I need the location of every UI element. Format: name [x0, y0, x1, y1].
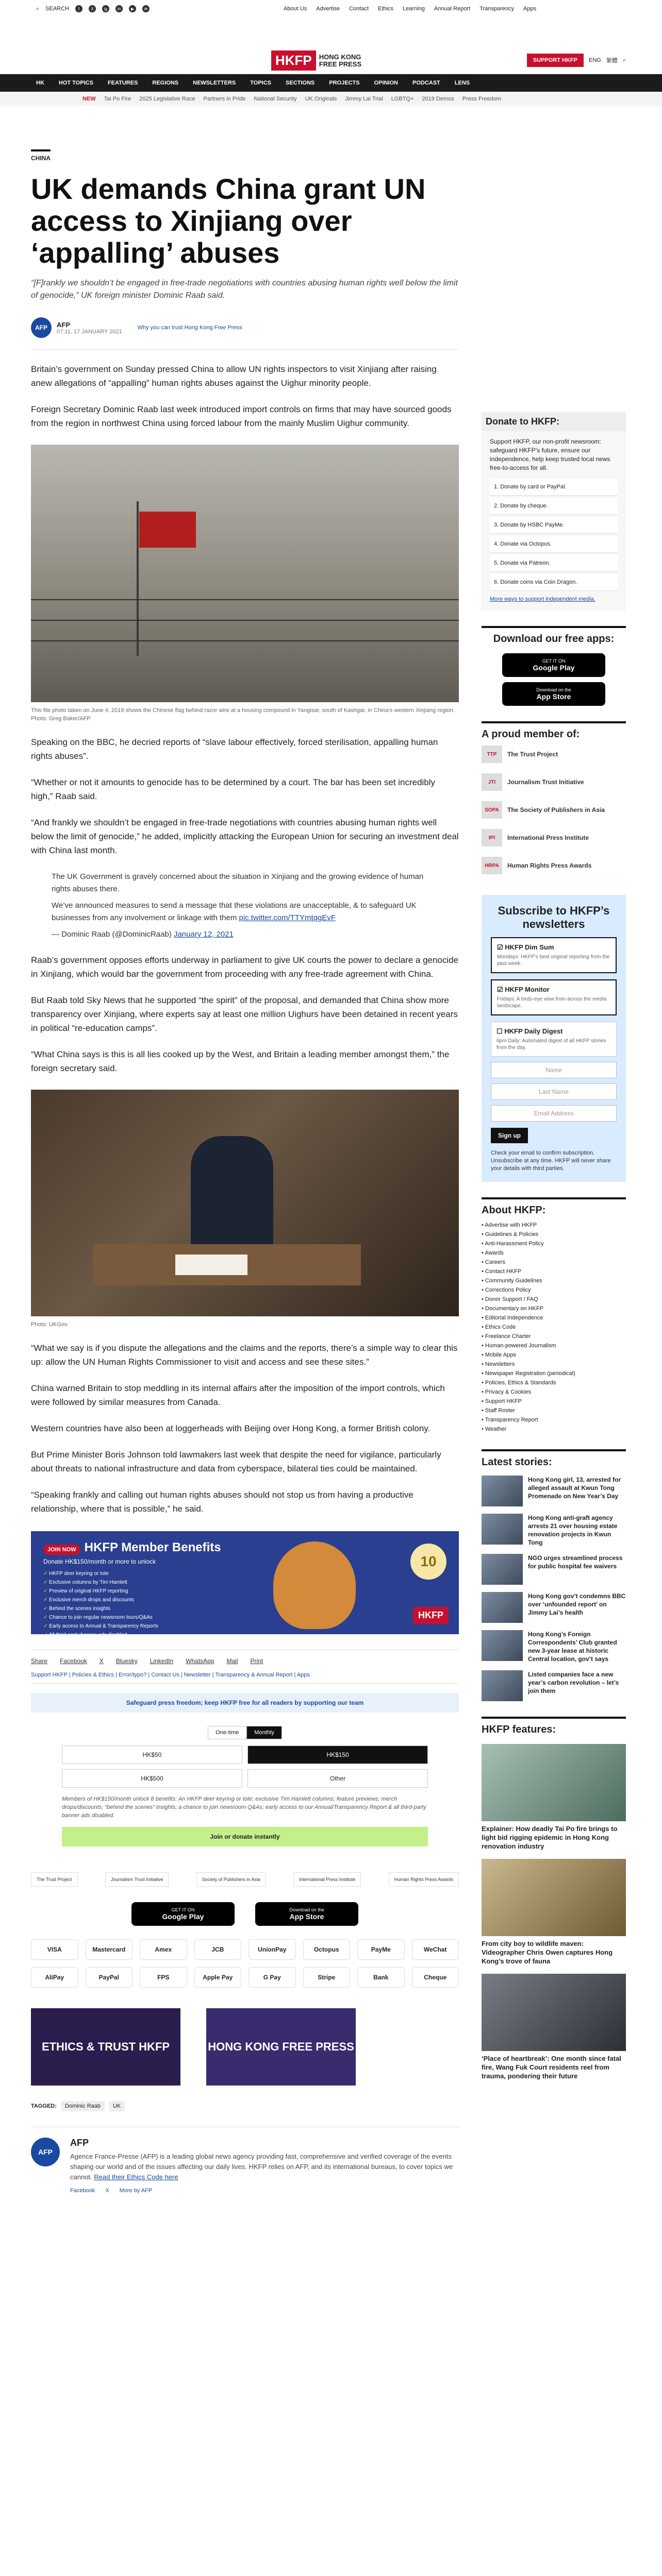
share-x[interactable]: X — [99, 1657, 104, 1665]
signup-button[interactable]: Sign up — [491, 1128, 528, 1143]
top-links — [284, 6, 536, 12]
story-thumbnail — [482, 1592, 523, 1623]
main-nav — [0, 74, 662, 92]
nav-newsletters[interactable]: NEWSLETTERS — [193, 80, 236, 86]
paragraph: But Prime Minister Boris Johnson told lawmakers last week that despite the need for vigilance, particularly about threats to national infrastructure and data from cyberspace, bilateral ties could be maintained. — [31, 1450, 441, 1473]
hkfp-promo[interactable]: HONG KONG FREE PRESS — [206, 2008, 356, 2086]
publish-date: 07:11, 17 JANUARY 2021 — [57, 328, 122, 335]
nav-hot-topics[interactable]: HOT TOPICS — [58, 80, 93, 86]
google-play-badge[interactable]: GET IT ON Google Play — [131, 1902, 235, 1926]
article-footer-links[interactable]: Support HKFP | Policies & Ethics | Error/typo? | Contact Us | Newsletter | Transparency & Annual Report | Apps — [31, 1672, 459, 1684]
perk-item: ✓ Chance to join regular newsroom tours/Q&As — [43, 1613, 446, 1622]
apps-title: Download our free apps: — [493, 633, 615, 645]
newsletter-option-checked[interactable]: ☑ HKFP Dim Sum Mondays: HKFP’s best original reporting from the past week. — [491, 937, 617, 973]
nav-podcast[interactable]: PODCAST — [412, 80, 440, 86]
payment-logo: PayPal — [86, 1967, 133, 1988]
youtube-icon[interactable]: ▶ — [129, 5, 136, 12]
feature-card[interactable]: From city boy to wildlife maven: Videographer Chris Owen captures Hong Kong’s trove of fauna — [482, 1859, 626, 1965]
share-bluesky[interactable]: Bluesky — [115, 1657, 138, 1665]
top-left-group — [36, 5, 284, 12]
embedded-tweet — [31, 871, 459, 941]
nav-opinion[interactable]: OPINION — [374, 80, 398, 86]
razor-wire-graphic — [31, 640, 459, 641]
tweet-date-link[interactable]: January 12, 2021 — [173, 930, 234, 939]
language-chinese[interactable]: 繁體 — [606, 58, 618, 64]
newsletter-signup — [482, 895, 626, 1182]
search-icon[interactable]: ⌕ — [36, 5, 40, 12]
donate-method[interactable]: 4. Donate via Octopus. — [490, 536, 618, 553]
latest-story[interactable]: NGO urges streamlined process for public hospital fee waivers — [482, 1554, 626, 1585]
story-thumbnail — [482, 1554, 523, 1585]
nav-lens[interactable]: LENS — [454, 80, 470, 86]
sidebar-about — [482, 1197, 626, 1434]
author-links — [70, 2188, 459, 2194]
newsletter-title: Subscribe to HKFP’s newsletters — [498, 904, 610, 930]
more-ways-link[interactable]: More ways to support independent media. — [490, 596, 595, 602]
donate-method[interactable]: 6. Donate coins via Coin Dragon. — [490, 574, 618, 591]
ad-brand: HKFP — [413, 1607, 449, 1624]
member-logo[interactable]: Human Rights Press Awards — [389, 1872, 459, 1887]
share-linkedin[interactable]: LinkedIn — [150, 1657, 174, 1665]
instagram-icon[interactable]: ig — [102, 5, 109, 12]
payment-logo: JCB — [194, 1939, 242, 1960]
member-logo[interactable]: Society of Publishers in Asia — [196, 1872, 266, 1887]
author-name[interactable]: AFP — [70, 2138, 89, 2148]
support-button[interactable]: SUPPORT HKFP — [527, 54, 584, 67]
about-link[interactable]: • Advertise with HKFP — [482, 1221, 626, 1230]
paragraph: “What China says is this is all lies cooked up by the West, and Britain a leading member amongst them,” the foreign secretary said. — [31, 1049, 450, 1073]
subnav-item[interactable]: Jimmy Lai Trial — [345, 96, 383, 102]
latest-story[interactable]: Hong Kong girl, 13, arrested for alleged assault at Kwun Tong Promenade on New Year’s Day — [482, 1476, 626, 1506]
byline — [31, 317, 459, 350]
story-thumbnail — [482, 1476, 523, 1506]
author-bio: Agence France-Presse (AFP) is a leading global news agency providing fast, comprehensive and verified coverage of the events shaping our world and of the issues affecting our daily lives. HKFP relies on AFP, and its international bureaus, to cover topics we cannot. Read their Ethics Code here — [70, 2153, 453, 2181]
about-link[interactable]: • Editorial Independence — [482, 1313, 626, 1323]
about-link[interactable]: • Mobile Apps — [482, 1350, 626, 1360]
tag[interactable]: UK — [109, 2101, 125, 2111]
member-benefits-ad[interactable] — [31, 1531, 459, 1638]
member-row[interactable]: HRPA Human Rights Press Awards — [482, 852, 626, 879]
payment-logo: AliPay — [31, 1967, 78, 1988]
flag-graphic — [139, 512, 196, 548]
share-facebook[interactable]: Facebook — [60, 1657, 87, 1665]
perk-item: ✓ Behind the scenes insights — [43, 1604, 446, 1613]
nav-hk[interactable]: HK — [36, 80, 44, 86]
about-link[interactable]: • Newspaper Registration (periodical) — [482, 1369, 626, 1378]
tags-label: TAGGED: — [31, 2103, 57, 2109]
sidebar-members — [482, 721, 626, 879]
photo-caption: Photo: UKGov. — [31, 1321, 69, 1328]
paragraph: Western countries have also been at loggerheads with Beijing over Hong Kong, a former British colony. — [31, 1423, 431, 1433]
payment-logo: FPS — [140, 1967, 187, 1988]
author-box — [31, 2127, 459, 2204]
member-logo-icon: TTP — [482, 745, 502, 763]
member-row[interactable]: IPI International Press Institute — [482, 824, 626, 852]
top-link-apps[interactable]: Apps — [523, 6, 537, 12]
feature-image — [482, 1744, 626, 1821]
about-link[interactable]: • Guidelines & Policies — [482, 1230, 626, 1239]
app-store-badge[interactable]: Download on the App Store — [502, 682, 605, 706]
feature-image — [482, 1859, 626, 1936]
signup-row — [491, 1122, 617, 1143]
top-link-ethics[interactable]: Ethics — [378, 6, 393, 12]
xinjiang-flag-photo — [31, 445, 459, 702]
header-actions — [527, 54, 626, 67]
about-title: About HKFP: — [482, 1205, 546, 1216]
subnav-item[interactable]: Tai Po Fire — [104, 96, 131, 102]
share-label[interactable]: Share — [31, 1657, 48, 1665]
about-link[interactable]: • Policies, Ethics & Standards — [482, 1378, 626, 1387]
first-name-input[interactable]: Name — [491, 1062, 617, 1078]
latest-story[interactable]: Hong Kong anti-graft agency arrests 21 over housing estate renovation projects in Kwun Tong — [482, 1514, 626, 1547]
more-by-author[interactable]: More by AFP — [119, 2188, 153, 2194]
author-avatar[interactable]: AFP — [31, 2138, 60, 2166]
amount-option[interactable]: HK$500 — [62, 1769, 242, 1788]
about-link[interactable]: • Weather — [482, 1425, 626, 1434]
features-title: HKFP features: — [482, 1724, 556, 1735]
about-link[interactable]: • Donor Support / FAQ — [482, 1295, 626, 1304]
email-input[interactable]: Email Address — [491, 1105, 617, 1122]
tweet-link[interactable]: pic.twitter.com/TTYmtqgEvF — [239, 913, 336, 922]
feature-image — [482, 1974, 626, 2051]
donate-methods — [490, 479, 618, 591]
email-icon[interactable]: ✉ — [142, 5, 150, 12]
app-store-badges — [31, 1902, 459, 1926]
language-english[interactable]: ENG — [588, 57, 601, 63]
about-link[interactable]: • Freelance Charter — [482, 1332, 626, 1341]
sidebar — [482, 412, 626, 2080]
tweet-signature: — Dominic Raab (@DominicRaab) January 12, 2021 — [52, 930, 234, 939]
sidebar-donate — [482, 412, 626, 611]
member-logo-icon: SOPA — [482, 801, 502, 819]
donate-note: Members of HK$150/month unlock 8 benefits: An HKFP deer keyring or tote; exclusive Tim Hamlett columns; feature previews; merch drops/discounts; “behind the scenes” insights; a chance to join newsroom Q&As; early access to our Annual/Transparency Report & all third-party banner ads disabled. — [62, 1796, 426, 1819]
tag[interactable]: Dominic Raab — [61, 2101, 105, 2111]
support-banner[interactable]: Safeguard press freedom; keep HKFP free for all readers by supporting our team — [31, 1693, 459, 1713]
logo-mark: HKFP — [271, 50, 316, 71]
payment-logo: PayMe — [357, 1939, 405, 1960]
article-title: UK demands China grant UN access to Xinjiang over ‘appalling’ abuses — [31, 173, 426, 269]
about-link[interactable]: • Anti-Harassment Policy — [482, 1239, 626, 1248]
about-link[interactable]: • Contact HKFP — [482, 1267, 626, 1276]
member-logo[interactable]: The Trust Project — [31, 1872, 78, 1887]
raab-signing-photo — [31, 1090, 459, 1316]
top-link-transparency[interactable]: Transparency — [479, 6, 514, 12]
site-logo[interactable] — [271, 50, 361, 71]
nav-topics[interactable]: TOPICS — [250, 80, 272, 86]
latest-story[interactable]: Listed companies face a new year’s carbon revolution – let’s join them — [482, 1670, 626, 1701]
sidebar-latest — [482, 1449, 626, 1701]
newsletter-note: Check your email to confirm subscription. Unsubscribe at any time. HKFP will never share your details with third parties. — [491, 1150, 611, 1172]
photo-caption: This file photo taken on June 4, 2019 shows the Chinese flag behind razor wire at a housing compound in Yangisar, south of Kashgar, in China’s western Xinjiang region. Photo: Greg Baker/AFP. — [31, 707, 455, 722]
trust-link[interactable]: Why you can trust Hong Kong Free Press — [137, 325, 242, 331]
sidebar-apps — [482, 626, 626, 706]
perk-item: ✓ Preview of original HKFP reporting — [43, 1587, 446, 1596]
about-link[interactable]: • Documentary on HKFP — [482, 1304, 626, 1313]
amount-option-selected[interactable]: HK$150 — [247, 1745, 428, 1764]
share-bar — [31, 1650, 459, 1665]
payment-logo: Amex — [140, 1939, 187, 1960]
join-donate-button[interactable]: Join or donate instantly — [62, 1827, 428, 1846]
about-link[interactable]: • Support HKFP — [482, 1397, 626, 1406]
donate-method[interactable]: 5. Donate via Patreon. — [490, 555, 618, 572]
promo-banners — [31, 2008, 459, 2086]
about-link[interactable]: • Staff Roster — [482, 1406, 626, 1415]
subnav-item[interactable]: 2019 Demos — [422, 96, 454, 102]
perk-item: ✓ Early access to Annual & Transparency Reports — [43, 1622, 446, 1631]
search-link[interactable]: SEARCH — [45, 6, 70, 12]
author-avatar[interactable]: AFP — [31, 317, 52, 338]
sidebar-donate-text: Support HKFP, our non-profit newsroom: safeguard HKFP’s future, ensure our independence, help keep trusted local news free-to-access for all. — [490, 438, 610, 471]
latest-title: Latest stories: — [482, 1456, 552, 1468]
paragraph: “Speaking frankly and calling out human rights abuses should not stop us from having a productive relationship, where that is possible,” he said. — [31, 1490, 413, 1514]
about-link[interactable]: • Corrections Policy — [482, 1285, 626, 1295]
tweet-text: The UK Government is gravely concerned about the situation in Xinjiang and the growing evidence of human rights abuses there. — [52, 872, 424, 893]
payment-methods — [31, 1939, 459, 1988]
payment-logo: Cheque — [412, 1967, 459, 1988]
member-logo-icon: IPI — [482, 829, 502, 846]
author-facebook[interactable]: Facebook — [70, 2188, 95, 2194]
top-utility-bar — [0, 0, 662, 18]
subnav-item[interactable]: Press Freedom — [462, 96, 501, 102]
author-name[interactable]: AFP — [57, 320, 70, 329]
nav-sections[interactable]: SECTIONS — [286, 80, 315, 86]
author-x[interactable]: X — [105, 2188, 109, 2194]
paragraph: Raab’s government opposes efforts underway in parliament to give UK courts the power to declare a genocide in Xinjiang, which would bar the government from proceeding with any free-trade agreement with China. — [31, 955, 459, 979]
article-tags — [31, 2101, 459, 2111]
razor-wire-graphic — [31, 620, 459, 621]
member-row[interactable]: TTP The Trust Project — [482, 740, 626, 768]
top-link-contact[interactable]: Contact — [349, 6, 369, 12]
top-link-annual-report[interactable]: Annual Report — [434, 6, 471, 12]
payment-logo: Bank — [357, 1967, 405, 1988]
donate-amounts — [62, 1745, 428, 1788]
payment-logo: Apple Pay — [194, 1967, 242, 1988]
about-link[interactable]: • Careers — [482, 1258, 626, 1267]
member-logo-icon: HRPA — [482, 857, 502, 874]
tab-monthly[interactable]: Monthly — [246, 1726, 282, 1739]
feature-card[interactable]: Explainer: How deadly Tai Po fire brings to light bid rigging epidemic in Hong Kong renovation industry — [482, 1744, 626, 1851]
perk-item: ✓ HKFP deer keyring or tote — [43, 1569, 446, 1578]
deer-mascot-graphic — [273, 1541, 356, 1629]
paragraph: But Raab told Sky News that he supported “the spirit” of the proposal, and demanded that China show more transparency over Xinjiang, where experts say at least one million Uighurs have been detained in recent years in political “re-education camps”. — [31, 995, 458, 1033]
article-category[interactable]: CHINA — [31, 149, 51, 162]
subnav-item[interactable]: UK Originals — [305, 96, 337, 102]
document-graphic — [175, 1255, 247, 1275]
amount-other[interactable]: Other — [247, 1769, 428, 1788]
member-logo[interactable]: International Press Institute — [293, 1872, 361, 1887]
top-link-learning[interactable]: Learning — [403, 6, 425, 12]
flagpole-graphic — [137, 501, 139, 656]
payment-logo: WeChat — [412, 1939, 459, 1960]
payment-logo: G Pay — [249, 1967, 296, 1988]
members-title: A proud member of: — [482, 728, 580, 740]
google-play-badge[interactable]: GET IT ON Google Play — [502, 653, 605, 677]
feature-card[interactable]: ‘Place of heartbreak’: One month since fatal fire, Wang Fuk Court residents reel from trauma, pondering their future — [482, 1974, 626, 2080]
paragraph: Foreign Secretary Dominic Raab last week introduced import controls on firms that may have sourced goods from the region in northwest China using forced labour from the mainly Muslim Uighur community. — [31, 404, 452, 428]
facebook-icon[interactable]: f — [75, 5, 82, 12]
about-link[interactable]: • Transparency Report — [482, 1415, 626, 1425]
top-link-about[interactable]: About Us — [284, 6, 307, 12]
ad-subtitle: Donate HK$150/month or more to unlock — [43, 1558, 156, 1565]
new-badge: NEW — [82, 96, 96, 102]
top-link-advertise[interactable]: Advertise — [316, 6, 340, 12]
article-dek: “[F]rankly we shouldn’t be engaged in free-trade negotiations with countries abusing human rights well below the limit of genocide,” UK foreign minister Dominic Raab said. — [31, 279, 458, 300]
about-link[interactable]: • Human-powered Journalism — [482, 1341, 626, 1350]
paragraph: Britain’s government on Sunday pressed China to allow UN rights inspectors to visit Xinjiang after raising anew allegations of “appalling” human rights abuses against the Uighur minority people. — [31, 364, 437, 388]
search-icon[interactable]: ⌕ — [622, 57, 626, 63]
member-logo-row — [31, 1872, 459, 1887]
tweet-text: We’ve announced measures to send a message that these violations are unacceptable, & to safeguard UK businesses from any involvement or linkage with them pic.twitter.com/TTYmtqgEvF — [52, 901, 417, 922]
last-name-input[interactable]: Last Name — [491, 1083, 617, 1100]
latest-story[interactable]: Hong Kong gov’t condemns BBC over ‘unfounded report’ on Jimmy Lai’s health — [482, 1592, 626, 1623]
subnav-item[interactable]: National Security — [254, 96, 297, 102]
payment-logo: Stripe — [303, 1967, 351, 1988]
donate-method[interactable]: 1. Donate by card or PayPal. — [490, 479, 618, 496]
donate-frequency-tabs — [62, 1726, 428, 1739]
ten-years-badge: 10 — [410, 1544, 446, 1580]
payment-logo: UnionPay — [249, 1939, 296, 1960]
story-thumbnail — [482, 1630, 523, 1661]
payment-logo: VISA — [31, 1939, 78, 1960]
join-now-badge[interactable]: JOIN NOW — [43, 1545, 80, 1555]
nav-regions[interactable]: REGIONS — [152, 80, 179, 86]
author-info — [70, 2138, 459, 2194]
member-logo[interactable]: Journalism Trust Initiative — [105, 1872, 169, 1887]
sidebar-donate-title: Donate to HKFP: — [482, 412, 626, 431]
amount-option[interactable]: HK$50 — [62, 1745, 242, 1764]
nav-projects[interactable]: PROJECTS — [329, 80, 360, 86]
donate-widget — [31, 1721, 459, 1852]
payment-logo: Mastercard — [86, 1939, 133, 1960]
perk-item: ✓ Exclusive merch drops and discounts — [43, 1596, 446, 1604]
paragraph: “Whether or not it amounts to genocide has to be determined by a court. The bar has been set incredibly high,” Raab said. — [31, 777, 436, 801]
member-row[interactable]: SOPA The Society of Publishers in Asia — [482, 796, 626, 824]
paragraph: China warned Britain to stop meddling in its internal affairs after the imposition of the import controls, which were followed by similar measures from Canada. — [31, 1383, 445, 1407]
nav-features[interactable]: FEATURES — [107, 80, 138, 86]
paragraph: “What we say is if you dispute the allegations and the claims and the reports, there’s a simple way to clear this up: allow the UN Human Rights Commissioner to visit and access and see these sites.” — [31, 1343, 458, 1367]
donate-method[interactable]: 3. Donate by HSBC PayMe. — [490, 517, 618, 534]
subnav-item[interactable]: 2025 Legislative Race — [139, 96, 195, 102]
site-header — [0, 18, 662, 74]
member-logo-icon: JTI — [482, 773, 502, 791]
paragraph: “And frankly we shouldn’t be engaged in free-trade negotiations with countries abusing human rights well below the limit of genocide,” he added, implicitly attacking the European Union for securing an investment deal with China last month. — [31, 818, 459, 855]
tab-one-time[interactable]: One-time — [208, 1726, 246, 1739]
about-link[interactable]: • Privacy & Cookies — [482, 1387, 626, 1397]
paragraph: Speaking on the BBC, he decried reports of “slave labour effectively, forced sterilisation, appalling human rights abuses”. — [31, 737, 438, 761]
ad-title: HKFP Member Benefits — [84, 1540, 221, 1554]
share-print[interactable]: Print — [250, 1657, 263, 1665]
subnav-item[interactable]: LGBTQ+ — [391, 96, 414, 102]
about-link[interactable]: • Ethics Code — [482, 1323, 626, 1332]
perk-item: ✓ All third-party banner ads disabled — [43, 1631, 446, 1639]
sidebar-features — [482, 1717, 626, 2080]
x-icon[interactable]: X — [89, 5, 96, 12]
ethics-code-link[interactable]: Read their Ethics Code here — [94, 2173, 178, 2181]
newsletter-option-checked[interactable]: ☑ HKFP Monitor Fridays: A birds-eye view from across the media landscape. — [491, 979, 617, 1015]
ethics-promo[interactable]: ETHICS & TRUST HKFP — [31, 2008, 180, 2086]
byline-text — [57, 321, 122, 335]
logo-text: HONG KONG FREE PRESS — [319, 53, 362, 68]
subnav-item[interactable]: Partners in Pride — [203, 96, 246, 102]
perk-list — [43, 1569, 446, 1639]
donate-method[interactable]: 2. Donate by cheque. — [490, 498, 618, 515]
story-thumbnail — [482, 1670, 523, 1701]
share-whatsapp[interactable]: WhatsApp — [186, 1657, 214, 1665]
about-list — [482, 1221, 626, 1434]
razor-wire-graphic — [31, 599, 459, 600]
story-thumbnail — [482, 1514, 523, 1545]
latest-story[interactable]: Hong Kong’s Foreign Correspondents’ Club granted new 3-year lease at historic Central location, gov’t says — [482, 1630, 626, 1663]
perk-item: ✓ Exclusive columns by Tim Hamlett — [43, 1578, 446, 1587]
payment-logo: Octopus — [303, 1939, 351, 1960]
member-row[interactable]: JTI Journalism Trust Initiative — [482, 768, 626, 796]
article — [31, 149, 459, 2204]
about-link[interactable]: • Newsletters — [482, 1360, 626, 1369]
newsletter-option[interactable]: ☐ HKFP Daily Digest 6pm Daily: Automated digest of all HKFP stories from the day. — [491, 1022, 617, 1057]
app-store-badge[interactable]: Download on the App Store — [255, 1902, 358, 1926]
share-mail[interactable]: Mail — [226, 1657, 238, 1665]
linkedin-icon[interactable]: in — [115, 5, 123, 12]
about-link[interactable]: • Awards — [482, 1248, 626, 1258]
about-link[interactable]: • Community Guidelines — [482, 1276, 626, 1285]
sub-nav — [0, 92, 662, 106]
